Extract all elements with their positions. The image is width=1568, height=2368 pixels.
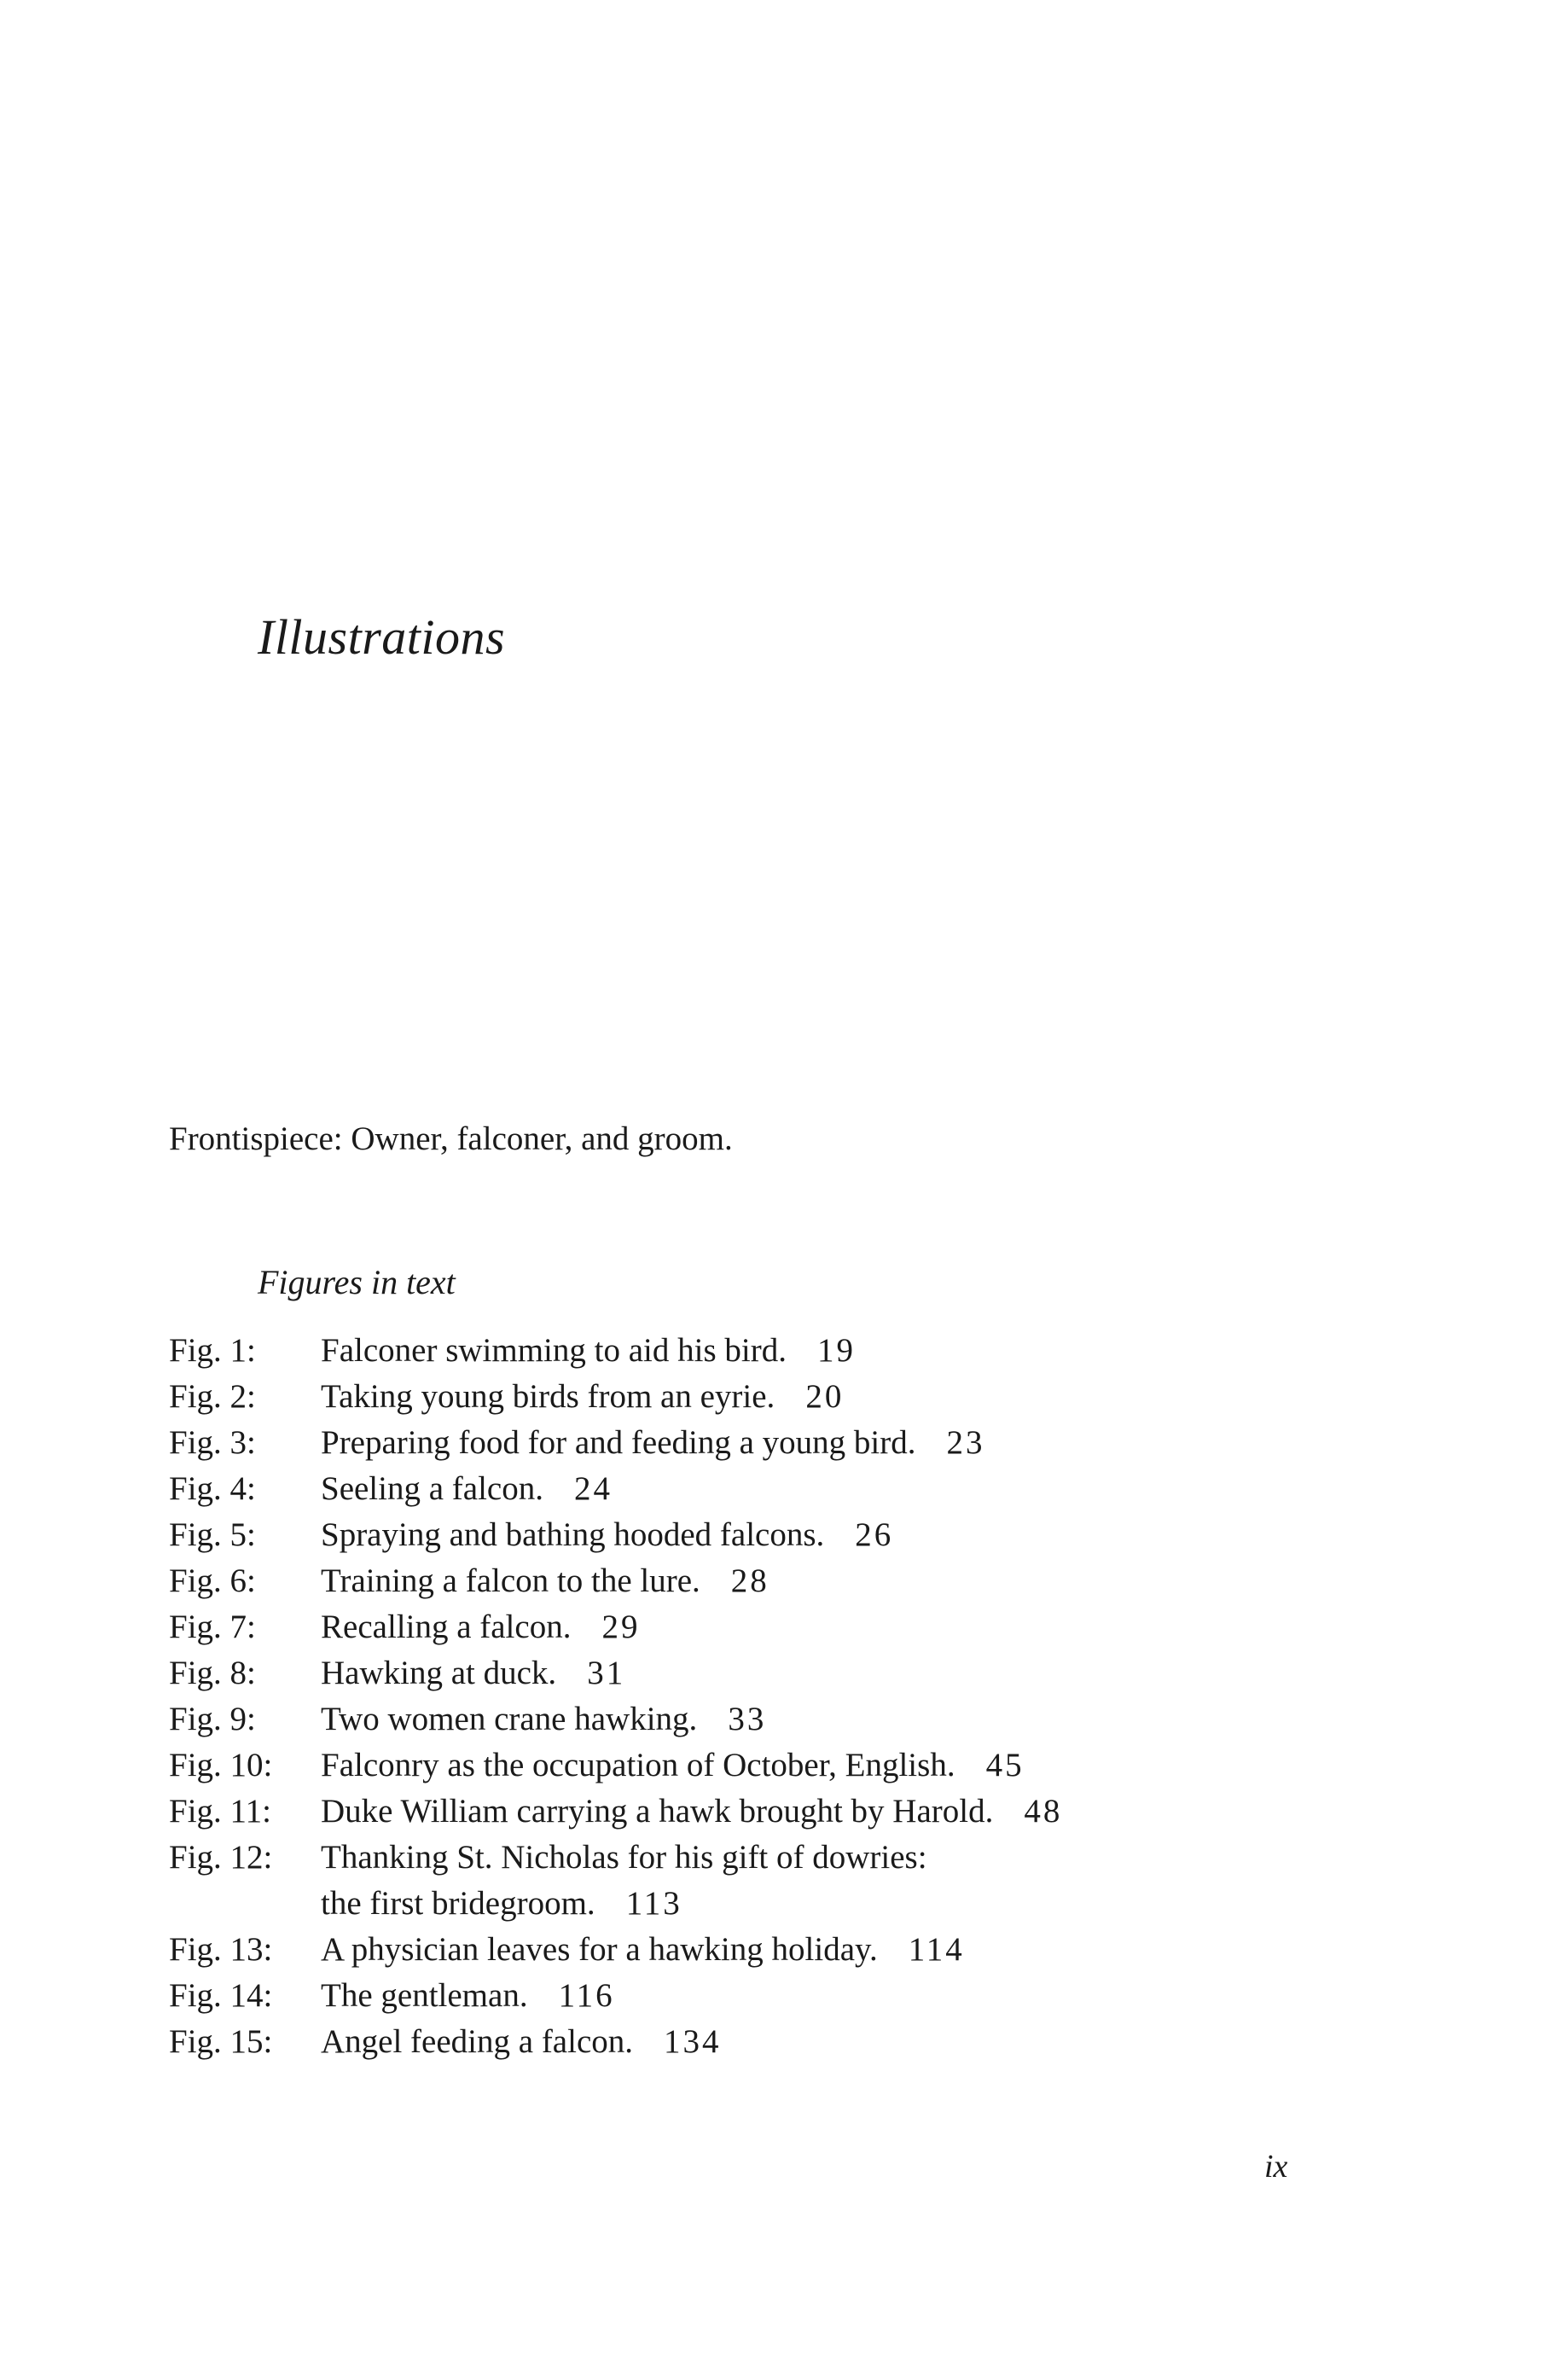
figure-entry-line	[169, 1650, 1062, 1696]
figure-caption: Taking young birds from an eyrie.	[321, 1378, 775, 1415]
figure-caption: Thanking St. Nicholas for his gift of dowries:	[321, 1839, 927, 1876]
figure-entry-line	[169, 1328, 1062, 1374]
figure-entry-line	[169, 1973, 1062, 2019]
figure-entry	[169, 1374, 1062, 1420]
frontispiece-entry: Frontispiece: Owner, falconer, and groom.	[169, 1120, 733, 1157]
figure-label: Fig. 5:	[169, 1516, 256, 1553]
figure-page-number: 116	[558, 1977, 615, 2014]
figure-entry	[169, 1789, 1062, 1835]
figure-label: Fig. 8:	[169, 1655, 256, 1691]
figure-page-number: 24	[573, 1470, 613, 1507]
figure-entry-line	[169, 1420, 1062, 1466]
figure-label: Fig. 10:	[169, 1747, 273, 1783]
figure-page-number: 29	[601, 1609, 641, 1645]
figure-entry	[169, 1835, 1062, 1927]
page-title: Illustrations	[258, 609, 506, 665]
figure-entry	[169, 1604, 1062, 1650]
figure-caption: Falconry as the occupation of October, English.	[321, 1747, 955, 1783]
figure-entry	[169, 1420, 1062, 1466]
figure-label: Fig. 2:	[169, 1378, 256, 1415]
figure-list	[169, 1328, 1062, 2065]
figure-caption: Falconer swimming to aid his bird.	[321, 1332, 787, 1369]
figure-entry-line	[169, 1466, 1062, 1512]
figure-caption: Spraying and bathing hooded falcons.	[321, 1516, 825, 1553]
figure-caption: The gentleman.	[321, 1977, 528, 2014]
figure-entry	[169, 1512, 1062, 1558]
figure-label: Fig. 11:	[169, 1793, 271, 1830]
figure-entry-line	[169, 1789, 1062, 1835]
page-number: ix	[1264, 2149, 1288, 2185]
figure-caption: A physician leaves for a hawking holiday.	[321, 1931, 878, 1968]
figure-caption-continuation: the first bridegroom.	[321, 1885, 595, 1922]
indent-spacer	[169, 1881, 321, 1927]
figure-label: Fig. 9:	[169, 1701, 256, 1737]
figure-page-number: 31	[587, 1655, 626, 1691]
figure-label: Fig. 6:	[169, 1562, 256, 1599]
figure-label: Fig. 1:	[169, 1332, 256, 1369]
figure-caption: Training a falcon to the lure.	[321, 1562, 700, 1599]
figure-entry-line	[169, 1558, 1062, 1604]
figure-page-number: 48	[1024, 1793, 1063, 1830]
figure-entry	[169, 1696, 1062, 1743]
figure-entry-line	[169, 1512, 1062, 1558]
figure-page-number: 33	[728, 1701, 767, 1737]
figure-entry	[169, 2019, 1062, 2065]
figure-label: Fig. 3:	[169, 1424, 256, 1461]
figure-page-number: 134	[664, 2023, 722, 2060]
figure-entry-line	[169, 1604, 1062, 1650]
figure-caption: Recalling a falcon.	[321, 1609, 572, 1645]
figure-entry	[169, 1466, 1062, 1512]
figure-page-number: 23	[946, 1424, 985, 1461]
figure-entry	[169, 1650, 1062, 1696]
figure-label: Fig. 14:	[169, 1977, 273, 2014]
figure-entry	[169, 1558, 1062, 1604]
figure-caption: Hawking at duck.	[321, 1655, 557, 1691]
figure-caption: Duke William carrying a hawk brought by Harold.	[321, 1793, 994, 1830]
figure-page-number: 113	[625, 1885, 682, 1922]
figure-entry-line	[169, 1927, 1062, 1973]
figure-page-number: 19	[816, 1332, 856, 1369]
figure-entry	[169, 1328, 1062, 1374]
figure-entry-line	[169, 1696, 1062, 1743]
figure-entry-line	[169, 1374, 1062, 1420]
figure-entry	[169, 1973, 1062, 2019]
figure-page-number: 20	[805, 1378, 845, 1415]
figure-label: Fig. 4:	[169, 1470, 256, 1507]
figure-page-number: 28	[730, 1562, 769, 1599]
figure-entry-line	[169, 1743, 1062, 1789]
figure-label: Fig. 7:	[169, 1609, 256, 1645]
figure-caption: Preparing food for and feeding a young bird.	[321, 1424, 916, 1461]
figure-entry	[169, 1743, 1062, 1789]
figure-page-number: 114	[908, 1931, 965, 1968]
figure-entry	[169, 1927, 1062, 1973]
figure-label: Fig. 13:	[169, 1931, 273, 1968]
figure-page-number: 45	[985, 1747, 1025, 1783]
figure-caption: Seeling a falcon.	[321, 1470, 543, 1507]
figure-caption: Two women crane hawking.	[321, 1701, 698, 1737]
figure-entry-continuation	[169, 1881, 1062, 1927]
figure-entry-line	[169, 1835, 1062, 1881]
figure-label: Fig. 15:	[169, 2023, 273, 2060]
figure-page-number: 26	[855, 1516, 894, 1553]
figure-entry-line	[169, 2019, 1062, 2065]
figures-subheading: Figures in text	[258, 1263, 456, 1301]
figure-label: Fig. 12:	[169, 1839, 273, 1876]
figure-caption: Angel feeding a falcon.	[321, 2023, 634, 2060]
